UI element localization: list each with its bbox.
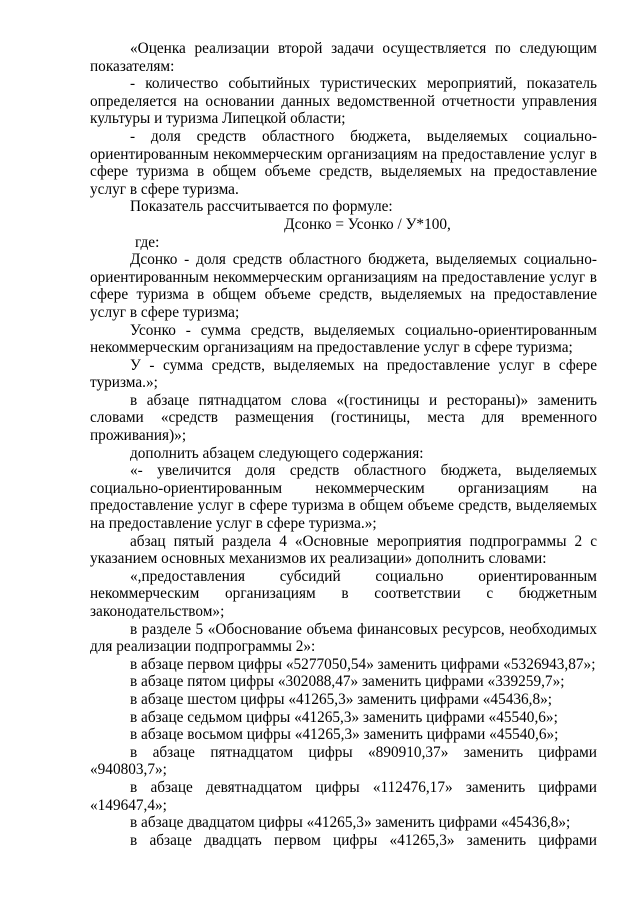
paragraph-add-content: «- увеличится доля средств областного бюджета, выделяемых социально-ориентированным некоммерческим организациям на предоставление услуг в сфере туризма в общем объеме средств, выделяемых на предоставление услуг в сфере туризма.»; [90, 462, 597, 533]
document-page [90, 40, 597, 849]
formula: Дсонко = Усонко / У*100, [284, 215, 451, 233]
paragraph-def-usonko: Усонко - сумма средств, выделяемых социально-ориентированным некоммерческим организациям на предоставление услуг в сфере туризма; [90, 321, 597, 357]
paragraph-amend-21: в абзаце двадцать первом цифры «41265,3» заменить цифрами [130, 831, 597, 849]
paragraph-formula-intro: Показатель рассчитывается по формуле: [130, 198, 393, 216]
paragraph-section4-add: «,предоставления субсидий социально ориентированным некоммерческим организациям в соответствии с бюджетным законодательством»; [90, 567, 597, 620]
paragraph-amend-6: в абзаце шестом цифры «41265,3» заменить цифрами «45436,8»; [130, 690, 553, 708]
paragraph-intro: «Оценка реализации второй задачи осуществляется по следующим показателям: [90, 40, 597, 75]
paragraph-section4: абзац пятый раздела 4 «Основные мероприятия подпрограммы 2 с указанием основных механизмов их реализации» дополнить словами: [90, 532, 597, 568]
paragraph-add-intro: дополнить абзацем следующего содержания: [130, 444, 424, 462]
paragraph-amend-5: в абзаце пятом цифры «302088,47» заменить цифрами «339259,7»; [130, 673, 565, 691]
paragraph-amend-19: в абзаце девятнадцатом цифры «112476,17» заменить цифрами «149647,4»; [90, 778, 597, 814]
paragraph-item-share: - доля средств областного бюджета, выделяемых социально-ориентированным некоммерческим организациям на предоставление услуг в сфере туризма в общем объеме средств, выделяемых на предоставление услуг в сфере туризма. [90, 127, 597, 198]
paragraph-amend-20: в абзаце двадцатом цифры «41265,3» заменить цифрами «45436,8»; [130, 814, 571, 832]
paragraph-def-dsonko: Дсонко - доля средств областного бюджета, выделяемых социально-ориентированным некоммерческим организациям на предоставление услуг в сфере туризма в общем объеме средств, выделяемых на предоставление услуг в сфере туризма; [90, 251, 597, 321]
paragraph-where: где: [135, 233, 160, 251]
paragraph-amend-1: в абзаце первом цифры «5277050,54» заменить цифрами «5326943,87»; [130, 655, 596, 673]
paragraph-amend-15: в абзаце пятнадцатом слова «(гостиницы и рестораны)» заменить словами «средств размещения (гостиницы, места для временного проживания)»; [90, 391, 597, 445]
paragraph-section5: в разделе 5 «Обоснование объема финансовых ресурсов, необходимых для реализации подпрограммы 2»: [90, 620, 597, 656]
paragraph-item-events: - количество событийных туристических мероприятий, показатель определяется на основании данных ведомственной отчетности управления культуры и туризма Липецкой области; [90, 75, 597, 128]
paragraph-amend-7: в абзаце седьмом цифры «41265,3» заменить цифрами «45540,6»; [130, 708, 558, 726]
paragraph-amend-8: в абзаце восьмом цифры «41265,3» заменить цифрами «45540,6»; [130, 726, 559, 744]
paragraph-def-u: У - сумма средств, выделяемых на предоставление услуг в сфере туризма.»; [90, 356, 597, 392]
paragraph-amend-15b: в абзаце пятнадцатом цифры «890910,37» заменить цифрами «940803,7»; [90, 743, 597, 779]
